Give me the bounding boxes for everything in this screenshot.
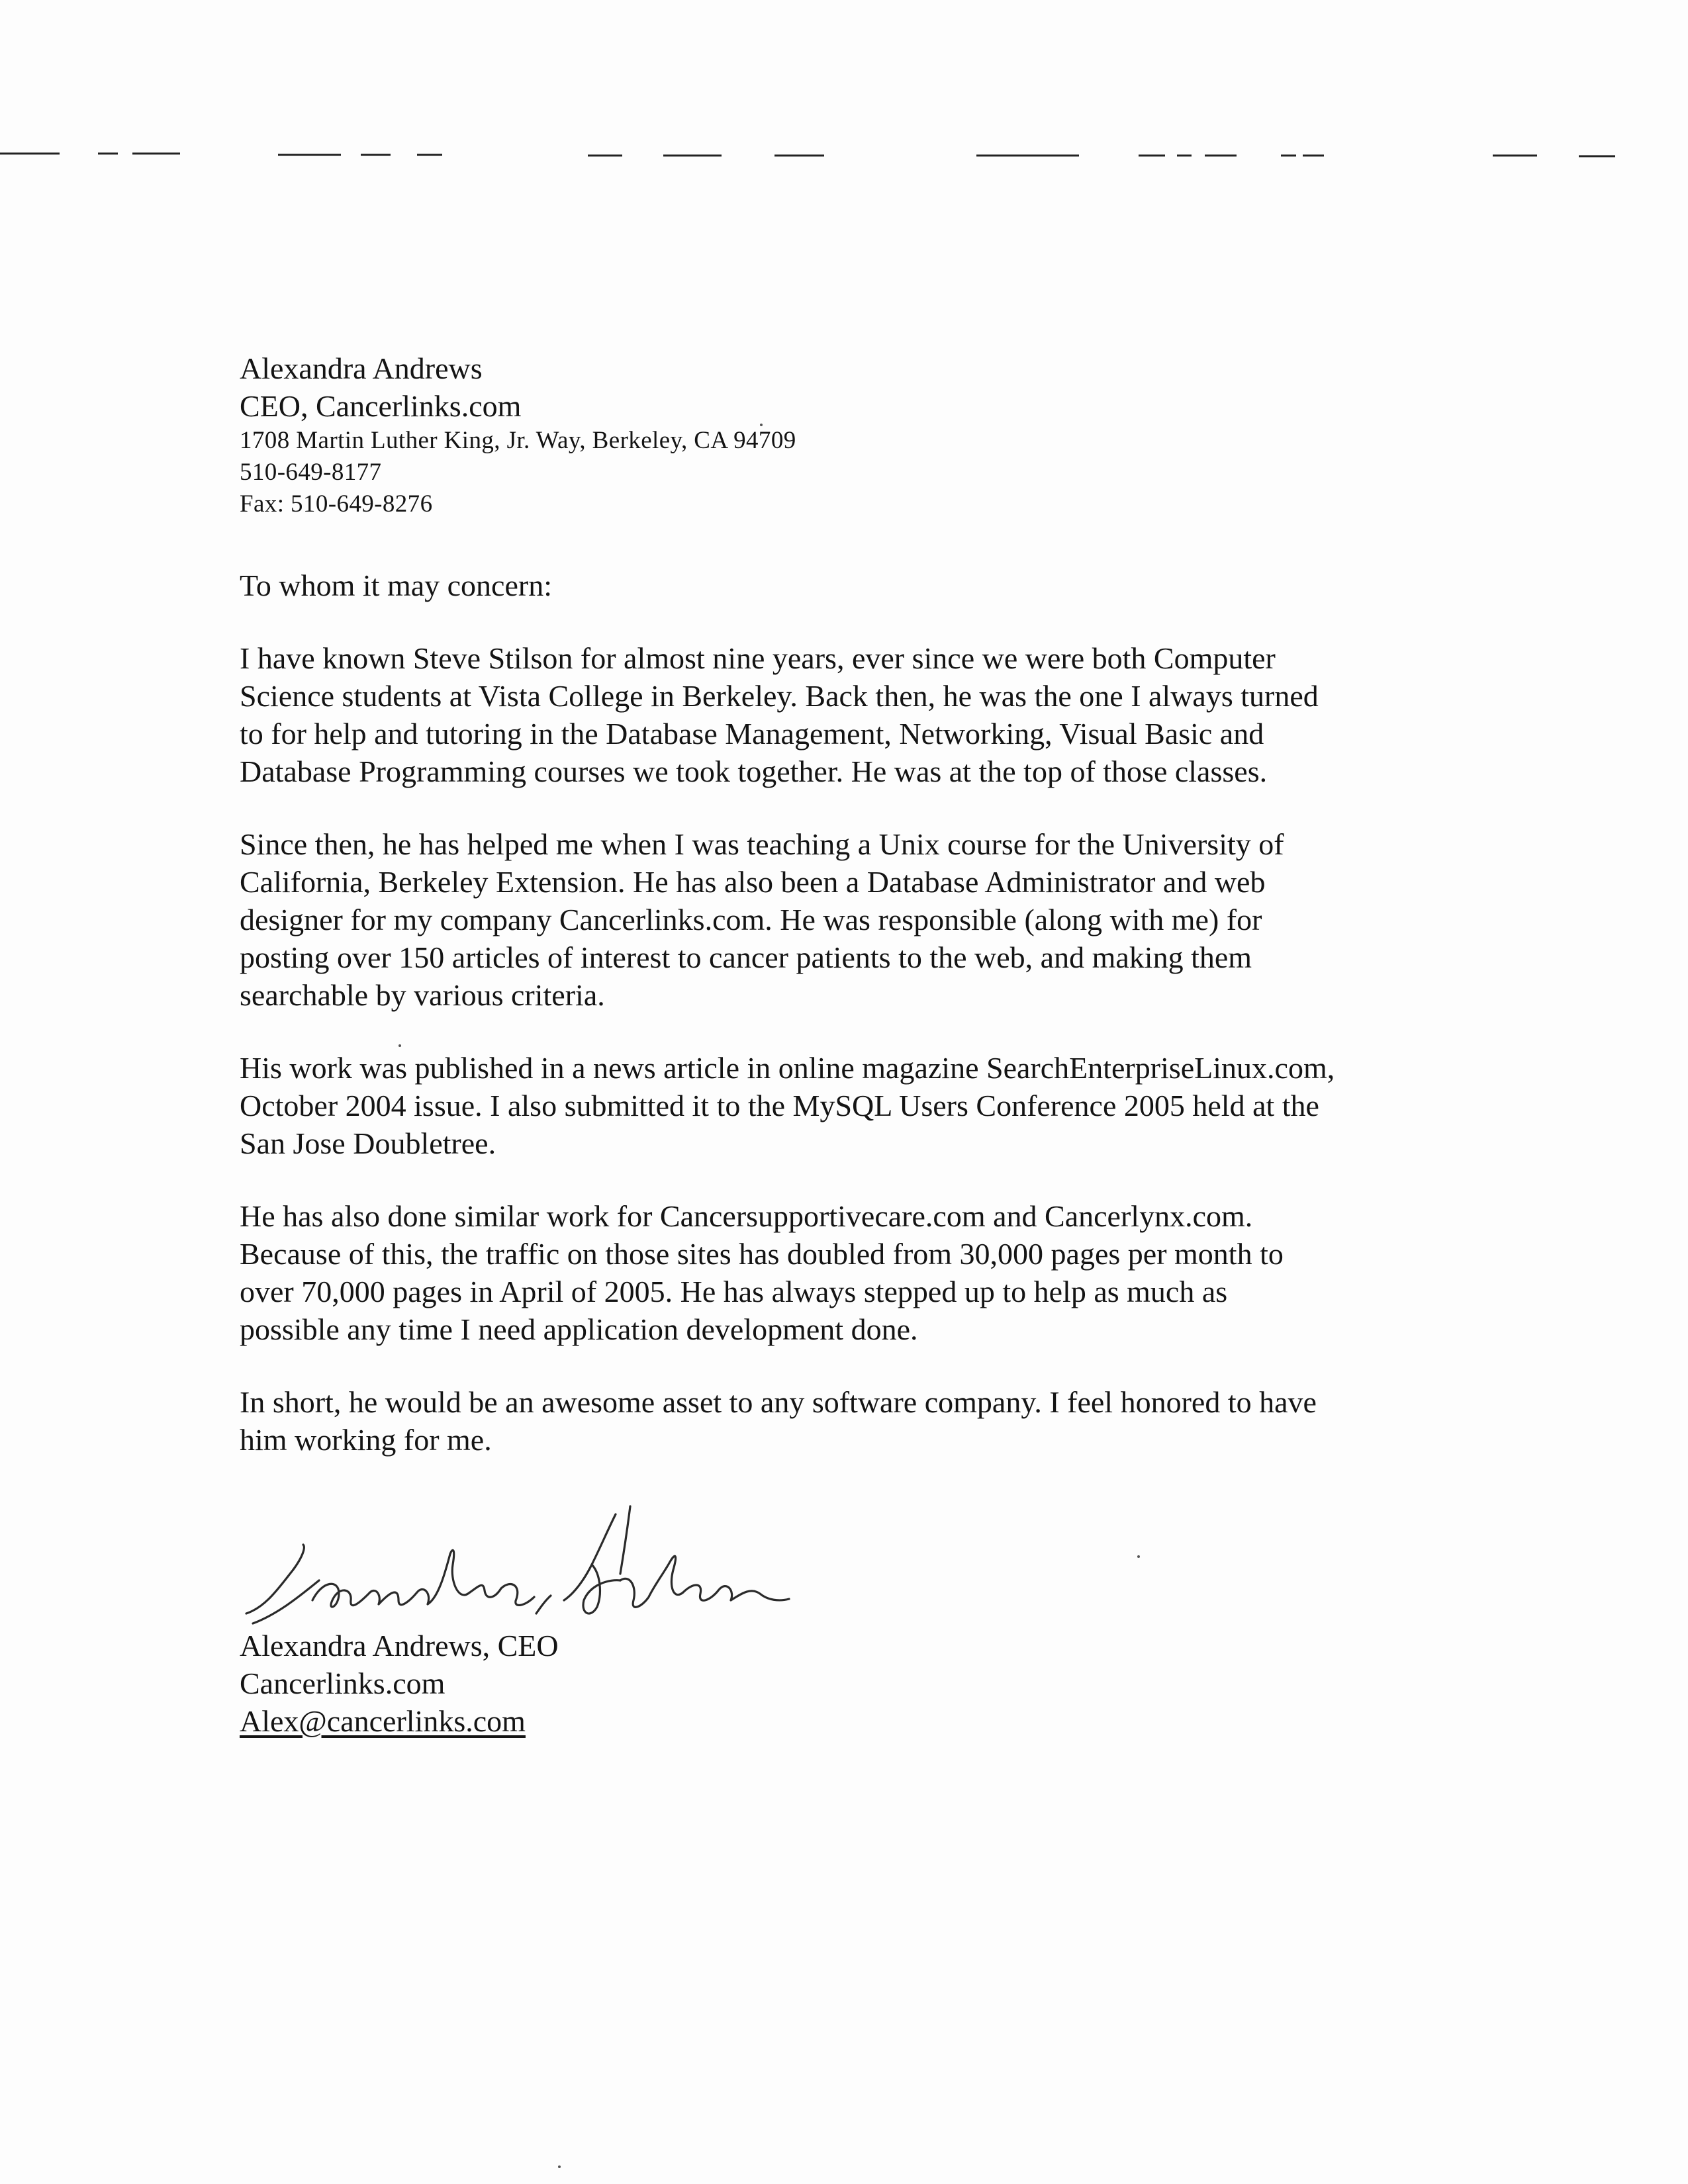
paragraph-line: to for help and tutoring in the Database Management, Networking, Visual Basic and (240, 717, 1264, 751)
letter-body (240, 349, 1444, 1459)
paragraph-2 (240, 825, 1444, 1014)
paragraph-line: Because of this, the traffic on those sites has doubled from 30,000 pages per month to (240, 1237, 1284, 1271)
paragraph-line: posting over 150 articles of interest to cancer patients to the web, and making them (240, 940, 1252, 974)
closing-company: Cancerlinks.com (240, 1666, 445, 1700)
paragraph-line: In short, he would be an awesome asset to any software company. I feel honored to have (240, 1385, 1317, 1419)
paragraph-line: possible any time I need application development done. (240, 1312, 918, 1346)
scan-speck (760, 424, 763, 426)
sender-fax: Fax: 510-649-8276 (240, 490, 433, 518)
paragraph-line: him working for me. (240, 1423, 492, 1457)
paragraph-line: Database Programming courses we took together. He was at the top of those classes. (240, 754, 1268, 788)
paragraph-1 (240, 639, 1444, 790)
paragraph-5 (240, 1383, 1444, 1459)
closing-name-title: Alexandra Andrews, CEO (240, 1629, 559, 1662)
paragraph-line: October 2004 issue. I also submitted it to the MySQL Users Conference 2005 held at the (240, 1089, 1319, 1122)
sender-address: 1708 Martin Luther King, Jr. Way, Berkeley, CA 94709 (240, 427, 796, 454)
sender-name: Alexandra Andrews (240, 351, 483, 385)
paragraph-line: California, Berkeley Extension. He has also been a Database Administrator and web (240, 865, 1266, 899)
sender-block (240, 349, 1444, 520)
scan-speck (558, 2165, 561, 2168)
sender-phone: 510-649-8177 (240, 459, 382, 486)
closing-email-link[interactable]: Alex@cancerlinks.com (240, 1704, 526, 1738)
paragraph-4 (240, 1197, 1444, 1348)
sender-title: CEO, Cancerlinks.com (240, 389, 522, 423)
paragraph-3 (240, 1049, 1444, 1162)
paragraph-line: Science students at Vista College in Berkeley. Back then, he was the one I always turned (240, 679, 1319, 713)
paragraph-line: searchable by various criteria. (240, 978, 605, 1012)
paragraph-line: designer for my company Cancerlinks.com. He was responsible (along with me) for (240, 903, 1262, 936)
header-dash-rule (0, 0, 1688, 172)
paragraph-line: His work was published in a news article in online magazine SearchEnterpriseLinux.com, (240, 1051, 1335, 1085)
paragraph-line: I have known Steve Stilson for almost nine years, ever since we were both Computer (240, 641, 1276, 675)
scan-speck (399, 1044, 401, 1047)
paragraph-line: He has also done similar work for Cancersupportivecare.com and Cancerlynx.com. (240, 1199, 1253, 1233)
paragraph-line: San Jose Doubletree. (240, 1126, 496, 1160)
handwritten-signature (240, 1501, 796, 1640)
scan-speck (1137, 1555, 1140, 1558)
paragraph-line: over 70,000 pages in April of 2005. He has always stepped up to help as much as (240, 1275, 1228, 1308)
paragraph-line: Since then, he has helped me when I was teaching a Unix course for the University of (240, 827, 1284, 861)
salutation: To whom it may concern: (240, 569, 552, 602)
closing-block (240, 1627, 559, 1740)
